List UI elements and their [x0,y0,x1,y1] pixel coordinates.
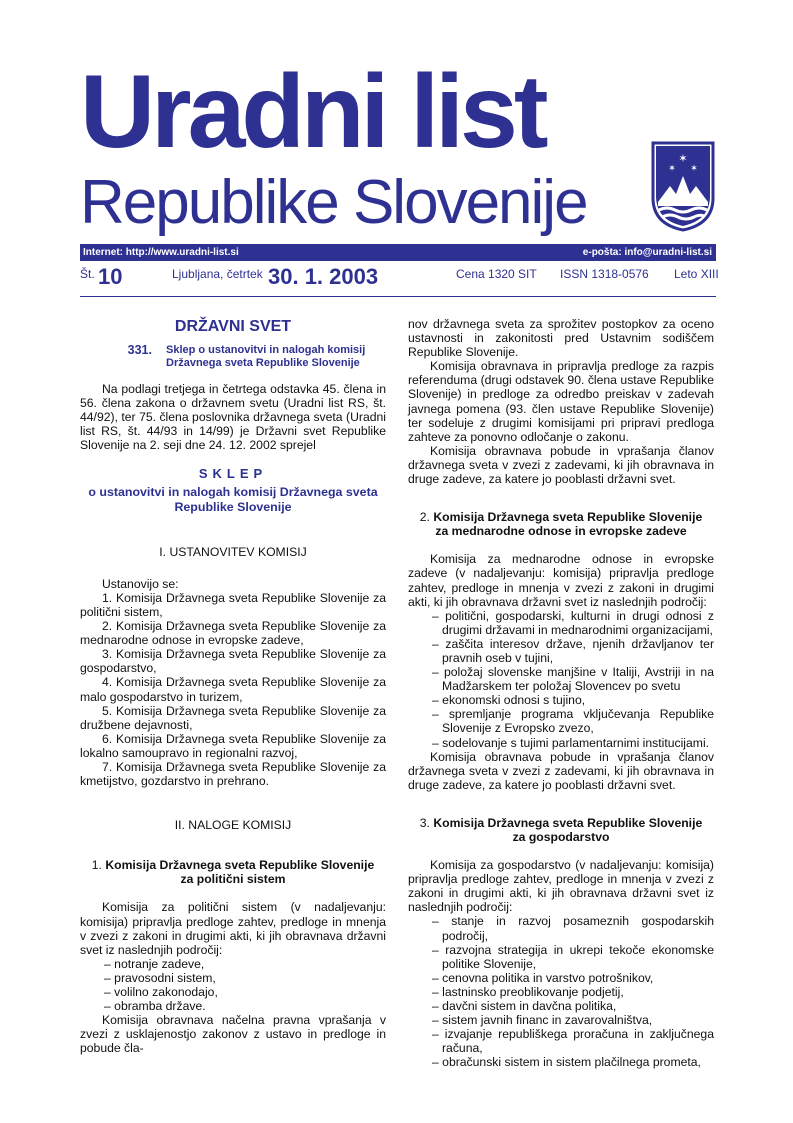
list-item: 4. Komisija Državnega sveta Republike Slovenije za malo gospodarstvo in turizem, [80,675,386,704]
paragraph: Komisija za mednarodne odnose in evropske zadeve (v nadaljevanju: komisija) pripravlja predloge zahtev, predloge in mnenja v zvezi z zakoni in drugimi akti, ki jih obravnava državni svet iz naslednjih področij: [408,552,714,609]
list-item: 2. Komisija Državnega sveta Republike Slovenije za mednarodne odnose in evropske zadeve, [80,619,386,648]
subsection-title-line2: za politični sistem [180,872,286,887]
email-link[interactable]: e-pošta: info@uradni-list.si [582,247,712,258]
list-item: – pravosodni sistem, [104,970,216,985]
issue-issn: ISSN 1318-0576 [560,267,649,281]
list-item: – davčni sistem in davčna politika, [432,999,617,1014]
subsection-title-line2: za gospodarstvo [512,830,610,844]
list-item: – obramba države. [104,999,206,1014]
issue-year: Leto XIII [674,267,719,281]
subsection-title-line2: za mednarodne odnose in evropske zadeve [435,524,687,539]
establish-intro: Ustanovijo se: [102,576,179,591]
list-item: 3. Komisija Državnega sveta Republike Slovenije za gospodarstvo, [80,647,386,676]
list-item: – sodelovanje s tujimi parlamentarnimi institucijami. [432,735,710,750]
list-item: – notranje zadeve, [104,956,205,971]
list-item: – cenovna politika in varstvo potrošnikov, [432,970,654,985]
list-item: – stanje in razvoj posameznih gospodarskih področij, [432,914,714,943]
svg-text:✶: ✶ [678,153,688,165]
sklep-subtitle: o ustanovitvi in nalogah komisij Državnega sveta Republike Slovenije [88,484,378,514]
masthead-title: Uradni list [80,54,545,170]
list-item: – volilno zakonodajo, [104,985,218,999]
regulation-title-line2: Državnega sveta Republike Slovenije [166,357,360,370]
paragraph: Komisija obravnava pobude in vprašanja članov državnega sveta v zvezi z zadevami, ki jih obravnava in druge zadeve, za katere jo pooblasti državni svet. [408,749,714,792]
list-item: – sistem javnih financ in zavarovalništva, [432,1013,653,1028]
issue-date: 30. 1. 2003 [268,264,379,289]
subsection-title-line1: Komisija Državnega sveta Republike Slovenije [433,510,703,525]
subsection-number: 2. [419,510,430,525]
right-column [408,317,714,1070]
header-bar [80,244,716,261]
issue-label: Št. [80,267,95,281]
coat-of-arms-icon [650,140,716,232]
subsection-1-heading [80,858,386,886]
svg-text:✶: ✶ [690,163,698,173]
chapter-2-heading: II. NALOGE KOMISIJ [174,818,292,833]
subsection-title-line1: Komisija Državnega sveta Republike Slovenije [433,815,703,830]
subsection-3-heading [408,816,714,844]
list-item: – politični, gospodarski, kulturni in drugi odnosi z drugimi državami in mednarodnimi organizacijami, [432,608,714,637]
commission-list [80,591,386,788]
issue-number: 10 [98,264,123,289]
list-item: – izvajanje republiškega proračuna in zaključnega računa, [432,1027,714,1056]
internet-link[interactable]: Internet: http://www.uradni-list.si [83,247,239,258]
paragraph: Komisija za gospodarstvo (v nadaljevanju: komisija) pripravlja predloge zahtev, predloge in mnenja v zvezi z zakoni in drugimi akti, ki jih obravnava državni svet iz naslednjih področij: [408,858,714,915]
subsection-title-line1: Komisija Državnega sveta Republike Slovenije [105,858,375,873]
paragraph: Komisija obravnava načelna pravna vprašanja v zvezi z usklajenostjo zakonov z ustavo in predloge in pobude čla- [80,1013,386,1056]
list-item: – lastninsko preoblikovanje podjetij, [432,984,624,999]
list-item: 5. Komisija Državnega sveta Republike Slovenije za družbene dejavnosti, [80,703,386,732]
subsection-2-heading [408,510,714,538]
subsection-number: 1. [91,858,102,873]
list-item: 6. Komisija Državnega sveta Republike Slovenije za lokalno samoupravo in regionalni razvoj, [80,731,386,760]
regulation-heading [80,344,386,370]
issue-price: Cena 1320 SIT [456,267,537,281]
list-item: – razvojna strategija in ukrepi tekoče ekonomske politike Slovenije, [432,942,714,971]
list-item: – položaj slovenske manjšine v Italiji, Avstriji in na Madžarskem ter položaj Slovencev po svetu [432,665,714,694]
list-item: – obračunski sistem in sistem plačilnega prometa, [432,1055,701,1070]
list-item: – ekonomski odnosi s tujino, [432,693,586,708]
list-item: – zaščita interesov države, njenih državljanov ter pravnih oseb v tujini, [432,636,714,665]
svg-text:✶: ✶ [668,163,676,173]
header-divider [80,296,716,297]
sklep-heading: SKLEP [198,465,268,481]
paragraph: Komisija obravnava in pripravlja predloge za razpis referenduma (drugi odstavek 90. člena ustave Republike Slovenije) in predloge za odredbo preiskav v zadevah javnega pomena (93. člen ustave Republike Slovenije) ter sodeluje z drugimi komisijami pri pripravi predloga zahteve za ponovno odločanje o zakonu. [408,359,714,444]
list-item: 1. Komisija Državnega sveta Republike Slovenije za politični sistem, [80,590,386,619]
issue-place: Ljubljana, četrtek [172,267,263,281]
masthead-subtitle: Republike Slovenije [80,168,587,237]
regulation-number: 331. [127,343,152,358]
paragraph: Komisija obravnava pobude in vprašanja članov državnega sveta v zvezi z zadevami, ki jih obravnava in druge zadeve, za katere jo pooblasti državni svet. [408,443,714,487]
list-item: 7. Komisija Državnega sveta Republike Slovenije za kmetijstvo, gozdarstvo in prehrano. [80,759,386,789]
intro-paragraph: Na podlagi tretjega in četrtega odstavka 45. člena in 56. člena zakona o državnem svetu (Uradni list RS, št. 44/92), ter 75. člena poslovnika državnega sveta (Uradni list RS, št. 44/93 in 14/99) je Državni svet Republike Slovenije na 2. seji dne 24. 12. 2002 sprejel [80,382,386,453]
paragraph: nov državnega sveta za sprožitev postopkov za oceno ustavnosti in zakonitosti pred Ustavnim sodiščem Republike Slovenije. [408,317,714,360]
left-column [80,318,386,1055]
subsection-number: 3. [419,815,430,830]
list-item: – spremljanje programa vključevanja Republike Slovenije z Evropsko zvezo, [432,707,714,736]
section-title: DRŽAVNI SVET [174,318,292,335]
paragraph: Komisija za politični sistem (v nadaljevanju: komisija) pripravlja predloge zahtev, predloge in mnenja v zvezi z zakoni in drugimi akti, ki jih obravnava državni svet iz naslednjih področij: [80,900,386,957]
regulation-title-line1: Sklep o ustanovitvi in nalogah komisij [166,344,366,357]
chapter-1-heading: I. USTANOVITEV KOMISIJ [159,544,307,559]
